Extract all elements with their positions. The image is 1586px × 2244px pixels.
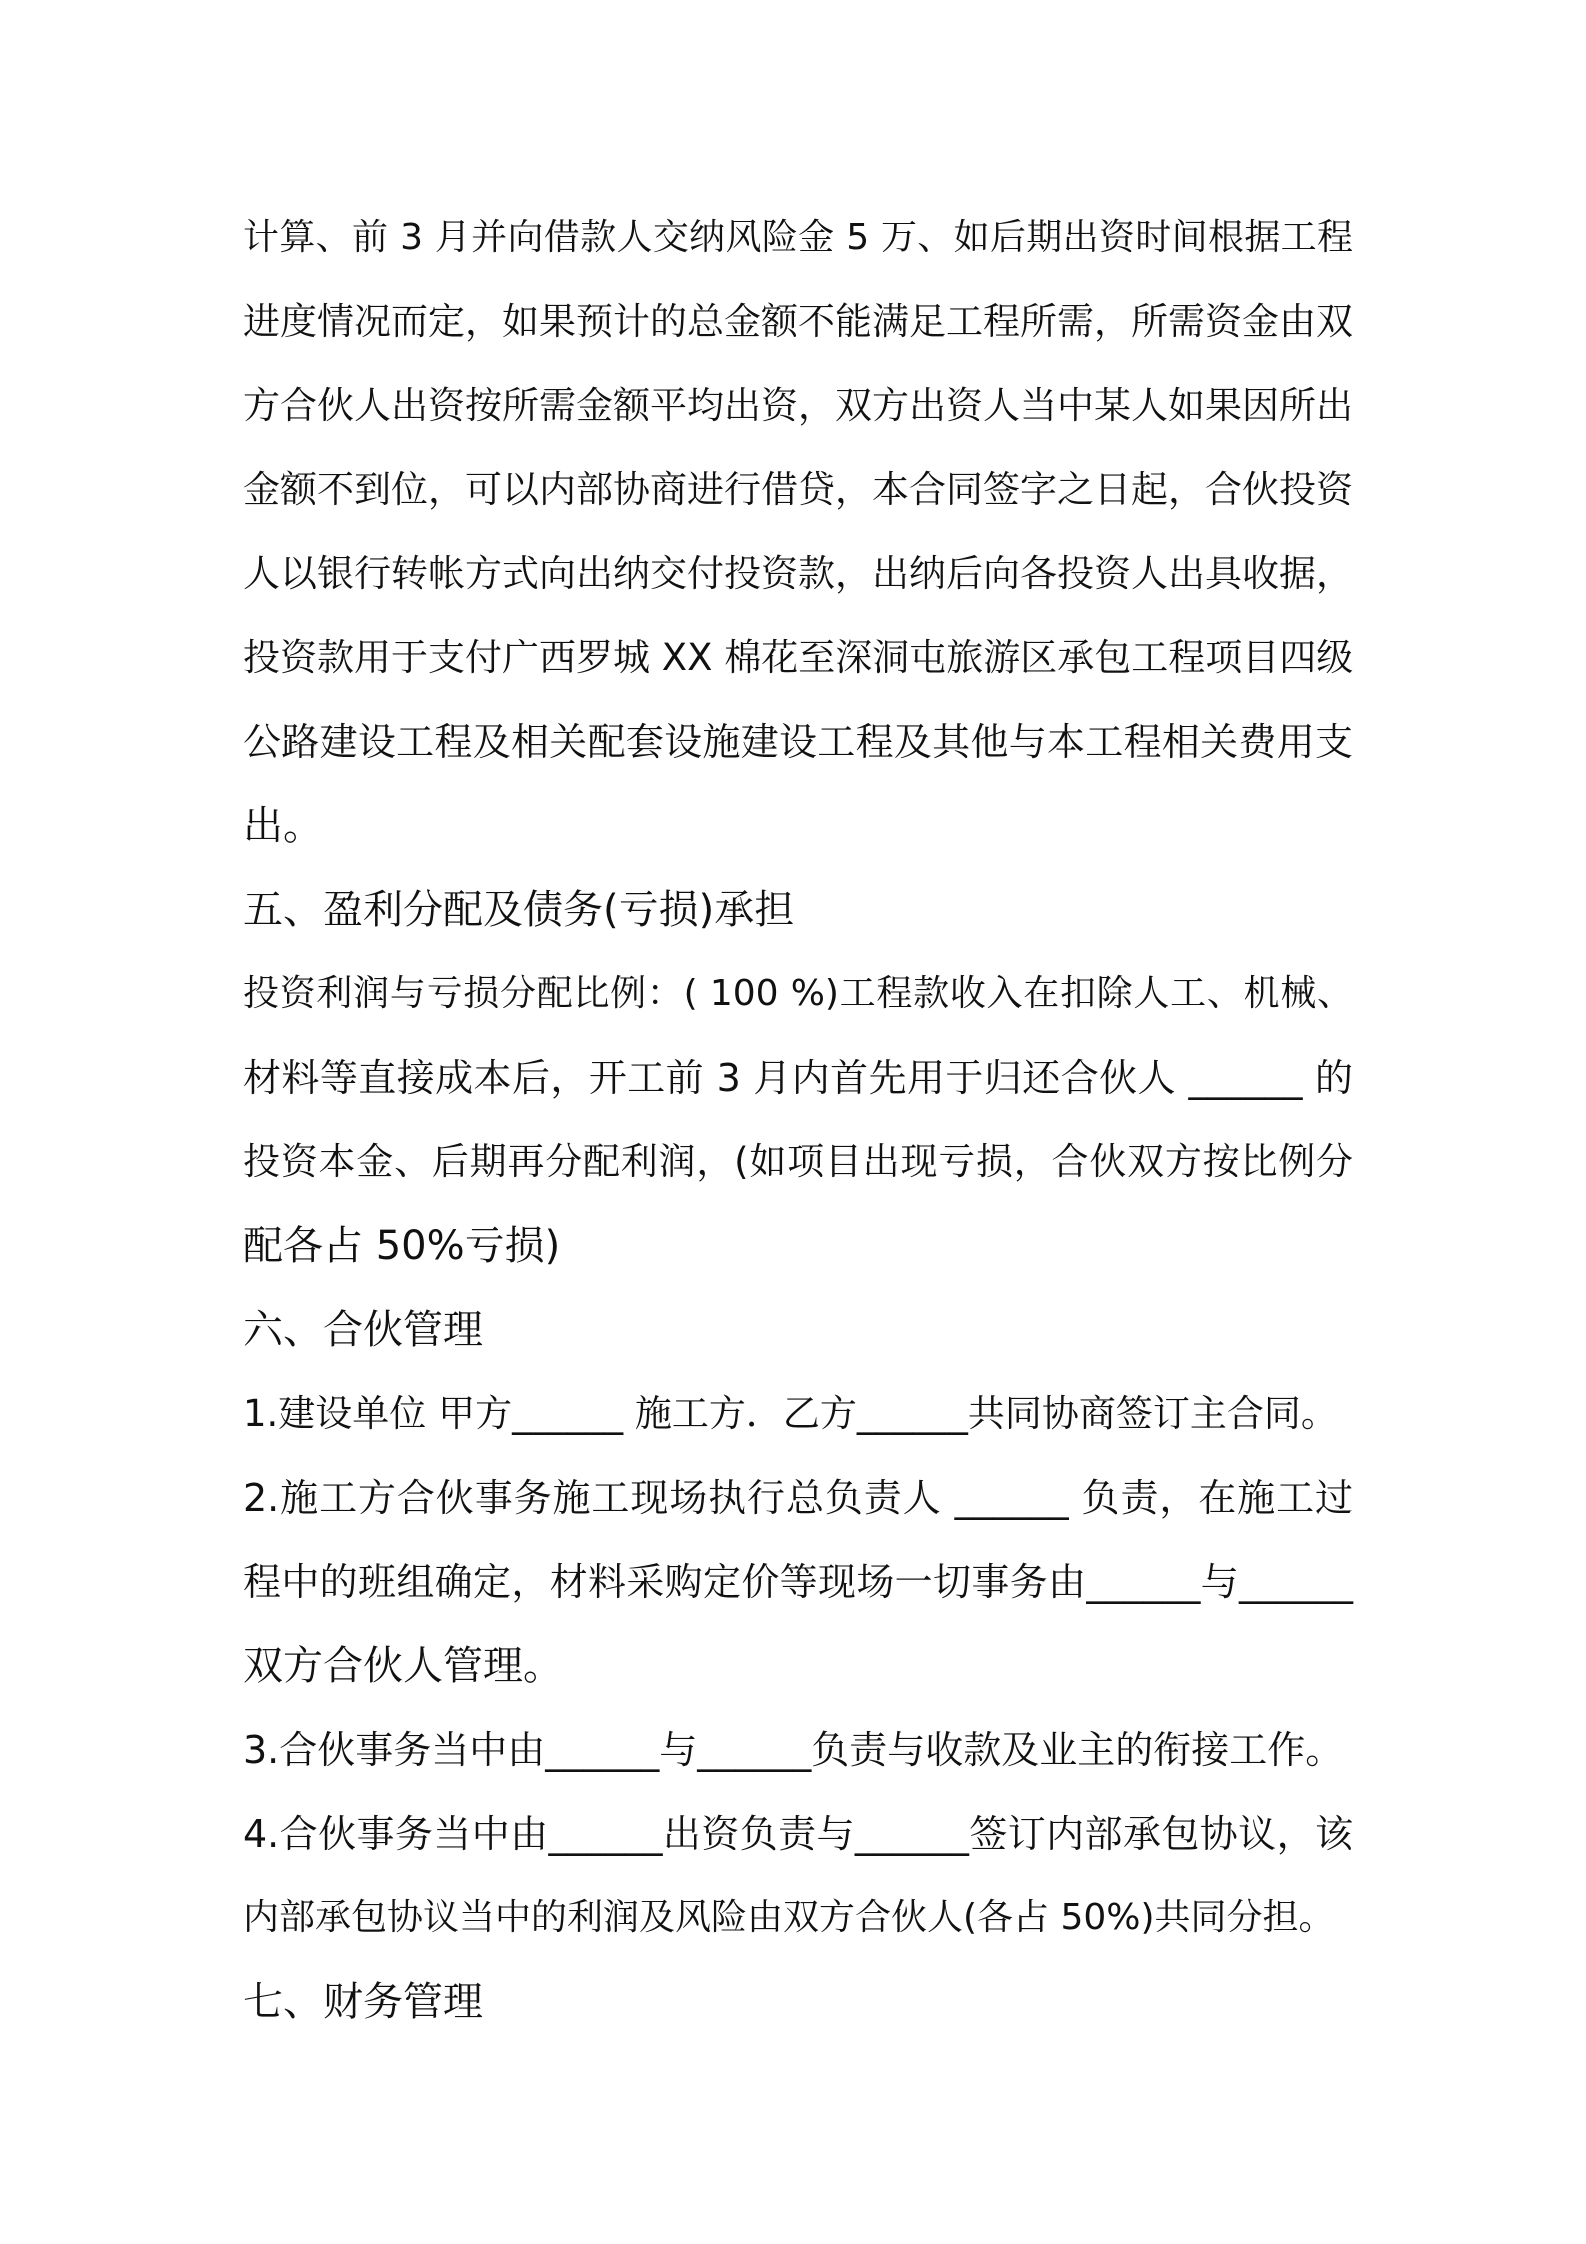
clause-4-line-2: 内部承包协议当中的利润及风险由双方合伙人(各占 50%)共同分担。 [243, 1897, 1335, 1938]
paragraph-line-8: 出。 [243, 803, 323, 849]
paragraph-line-4: 金额不到位，可以内部协商进行借贷，本合同签字之日起，合伙投资 [243, 468, 1353, 511]
paragraph-line-12: 配各占 50%亏损) [243, 1223, 561, 1269]
paragraph-line-2: 进度情况而定，如果预计的总金额不能满足工程所需，所需资金由双 [243, 300, 1353, 343]
paragraph-line-1: 计算、前 3 月并向借款人交纳风险金 5 万、如后期出资时间根据工程 [243, 217, 1353, 258]
paragraph-line-3: 方合伙人出资按所需金额平均出资，双方出资人当中某人如果因所出 [243, 384, 1353, 427]
paragraph-line-9: 投资利润与亏损分配比例：( 100 %)工程款收入在扣除人工、机械、 [243, 973, 1353, 1014]
clause-2-line-3: 双方合伙人管理。 [243, 1643, 563, 1689]
paragraph-line-7: 公路建设工程及相关配套设施建设工程及其他与本工程相关费用支 [243, 720, 1353, 764]
clause-4-line-1: 4.合伙事务当中由______出资负责与______签订内部承包协议，该 [243, 1812, 1353, 1856]
paragraph-line-10: 材料等直接成本后，开工前 3 月内首先用于归还合伙人 ______ 的 [243, 1056, 1353, 1100]
section-heading-5: 五、盈利分配及债务(亏损)承担 [243, 887, 795, 933]
paragraph-line-6: 投资款用于支付广西罗城 XX 棉花至深洞屯旅游区承包工程项目四级 [243, 636, 1354, 679]
clause-3-line: 3.合伙事务当中由______与______负责与收款及业主的衔接工作。 [243, 1728, 1344, 1772]
clause-1-line: 1.建设单位 甲方______ 施工方．乙方______共同协商签订主合同。 [243, 1392, 1338, 1435]
section-heading-6: 六、合伙管理 [243, 1307, 483, 1353]
clause-2-line-1: 2.施工方合伙事务施工现场执行总负责人 ______ 负责，在施工过 [243, 1476, 1353, 1520]
paragraph-line-11: 投资本金、后期再分配利润，(如项目出现亏损，合伙双方按比例分 [243, 1140, 1353, 1183]
paragraph-line-5: 人以银行转帐方式向出纳交付投资款，出纳后向各投资人出具收据， [243, 552, 1353, 595]
document-body [243, 196, 1353, 2044]
clause-2-line-2: 程中的班组确定，材料采购定价等现场一切事务由______与______ [243, 1560, 1353, 1604]
section-heading-7: 七、财务管理 [243, 1979, 483, 2025]
